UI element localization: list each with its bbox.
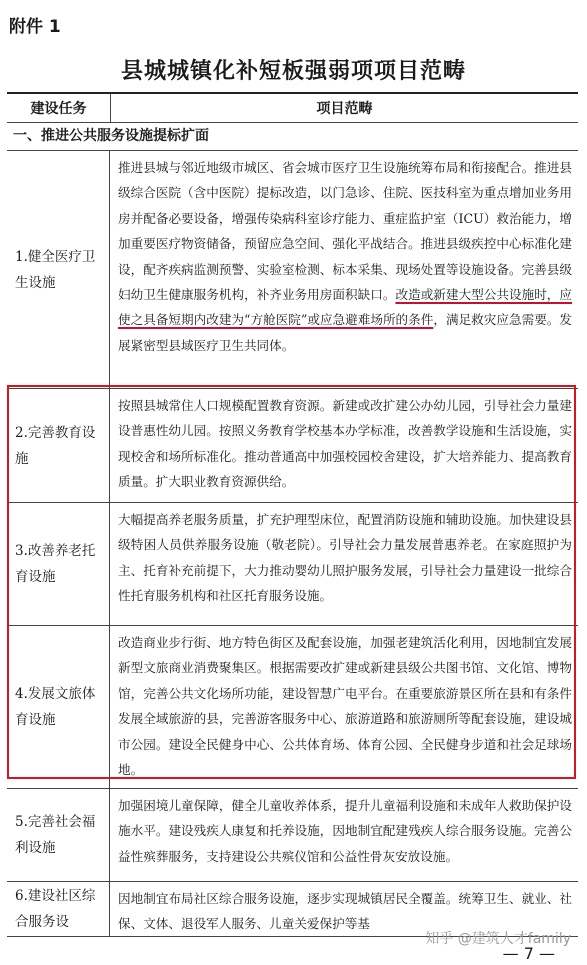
table-row [7,789,578,882]
section-heading: 一、推进公共服务设施提标扩面 [7,123,578,151]
header-scope: 项目范畴 [316,101,373,117]
table-row [7,389,578,503]
watermark: 知乎 @建筑人才family [425,931,571,947]
task-name: 5.完善社会福利设施 [7,789,110,881]
header-task: 建设任务 [7,94,111,122]
table-row [7,151,578,389]
underlined-text: 改造或新建大型公共设施时，应使之具备短期内改建为“方舱医院”或应急避难场所的条件 [118,287,573,328]
desc-text: ，满足救灾应急需要。发展紧密型县域医疗卫生共同体。 [118,312,572,353]
task-desc: 按照县城常住人口规模配置教育资源。新建或改扩建公办幼儿园，引导社会力量建设普惠性幼儿园。按照义务教育学校基本办学标准，改善教学设施和生活设施，实现校舍和场所标准化。推动普通高中加强校园校舍建设，扩大培养能力、提高教育质量。扩大职业教育资源供给。 [118,398,572,490]
task-name: 6.建设社区综合服务设 [7,882,110,936]
task-desc [110,151,578,388]
task-name: 1.健全医疗卫生设施 [7,151,110,388]
document-title: 县城城镇化补短板强弱项项目范畴 [120,58,466,84]
project-table [7,92,578,937]
task-name: 2.完善教育设施 [7,389,110,502]
task-name: 4.发展文旅体育设施 [7,626,110,788]
attachment-label: 附件 1 [9,17,61,37]
page-number: — 7 — [502,944,555,963]
task-name: 3.改善养老托育设施 [7,503,110,625]
task-desc: 改造商业步行街、地方特色街区及配套设施，加强老建筑活化利用，因地制宜发展新型文旅商业消费聚集区。根据需要改扩建或新建县级公共图书馆、文化馆、博物馆，完善公共文化场所功能，建设智慧广电平台。在重要旅游景区所在县和有条件发展全域旅游的县，完善游客服务中心、旅游道路和旅游厕所等配套设施，建设城市公园。建设全民健身中心、公共体育场、体育公园、全民健身步道和社会足球场地。 [118,635,572,778]
task-desc: 大幅提高养老服务质量，扩充护理型床位，配置消防设施和辅助设施。加快建设县级特困人员供养服务设施（敬老院）。引导社会力量发展普惠养老。在家庭照护为主、托育补充前提下，大力推动婴幼儿照护服务发展，引导社会力量建设一批综合性托育服务机构和社区托育服务设施。 [118,512,572,604]
table-header [7,94,578,123]
table-row [7,626,578,789]
task-desc: 因地制宜布局社区综合服务设施，逐步实现城镇居民全覆盖。统筹卫生、就业、社保、文体、退役军人服务、儿童关爱保护等基 [118,891,572,932]
table-row [7,503,578,626]
desc-text: 推进县城与邻近地级市城区、省会城市医疗卫生设施统筹布局和衔接配合。推进县级综合医院（含中医院）提标改造，以门急诊、住院、医技科室为重点增加业务用房并配备必要设备，增强传染病科室诊疗能力、重症监护室（ICU）救治能力，增加重要医疗物资储备，预留应急空间、强化平战结合。推进县级疾控中心标准化建设，配齐疾病监测预警、实验室检测、标本采集、现场处置等设施设备。完善县级妇幼卫生健康服务机构，补齐业务用房面积缺口。 [118,160,572,303]
task-desc: 加强困境儿童保障，健全儿童收养体系，提升儿童福利设施和未成年人救助保护设施水平。建设残疾人康复和托养设施，因地制宜配建残疾人综合服务设施。完善公益性殡葬服务，支持建设公共殡仪馆和公益性骨灰安放设施。 [118,798,572,864]
